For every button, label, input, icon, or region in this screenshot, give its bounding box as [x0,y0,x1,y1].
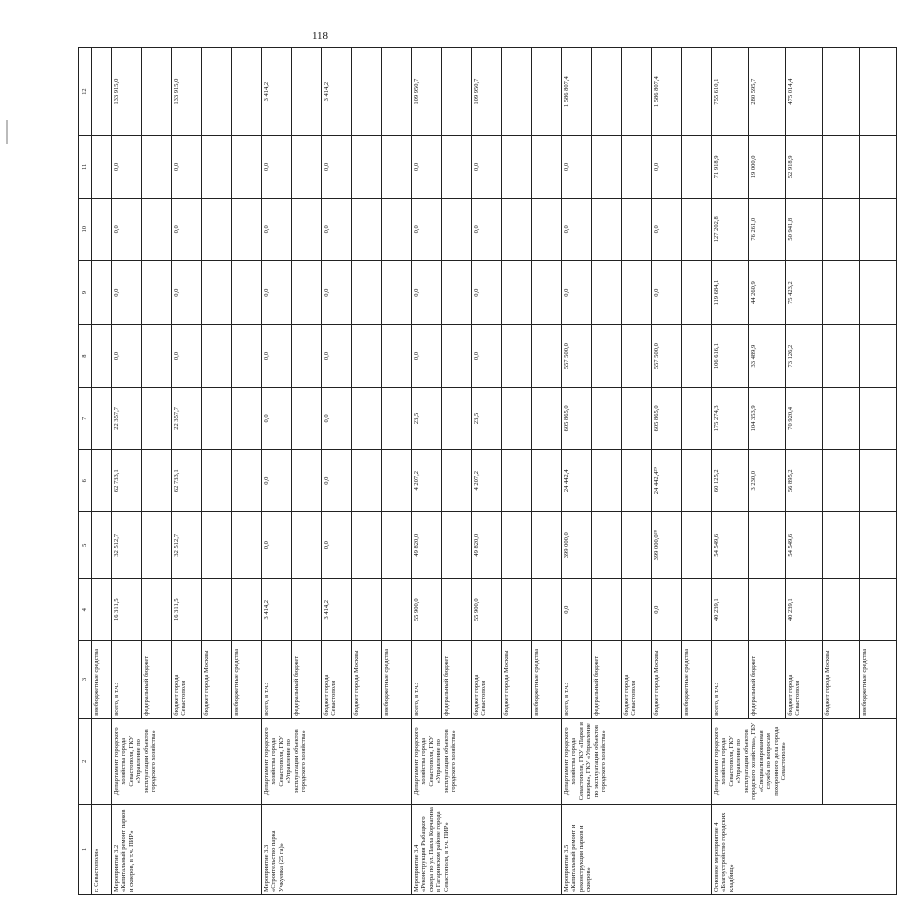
amount-cell [502,325,532,387]
column-number-9: 9 [79,260,92,324]
amount-cell: 50 941,8 [786,198,823,260]
amount-cell [502,512,532,579]
amount-cell [502,450,532,512]
amount-cell: 0,0 [652,136,682,198]
column-number-7: 7 [79,387,92,449]
amount-cell [382,450,412,512]
amount-cell [382,512,412,579]
amount-cell [532,136,562,198]
amount-cell: 0,0 [262,325,292,387]
amount-cell: 399 000,0²⁸ [652,512,682,579]
amount-cell: 0,0 [562,198,592,260]
amount-cell [622,512,652,579]
amount-cell [592,579,622,641]
amount-cell [232,136,262,198]
amount-cell [142,48,172,136]
amount-cell [292,325,322,387]
funding-source: внебюджетные средства [382,641,412,718]
amount-cell [352,260,382,324]
amount-cell [352,198,382,260]
amount-cell: 280 595,7 [749,48,786,136]
amount-cell: 0,0 [322,387,352,449]
amount-cell [352,450,382,512]
amount-cell: 0,0 [172,325,202,387]
amount-cell [292,198,322,260]
amount-cell: 0,0 [412,198,442,260]
amount-cell: 0,0 [652,260,682,324]
amount-cell: 32 512,7 [112,512,142,579]
amount-cell [292,387,322,449]
amount-cell [749,512,786,579]
funding-source: всего, в т.ч.: [412,641,442,718]
amount-cell [823,512,860,579]
amount-cell [202,325,232,387]
funding-source: бюджет города Москвы [502,641,532,718]
measure-executor: Департамент городского хозяйства города Севастополя, ГКУ «Управление по эксплуатации объектов городского хозяйства» [412,718,562,804]
amount-cell [592,512,622,579]
amount-cell [352,512,382,579]
amount-cell: 605 865,0 [562,387,592,449]
funding-source: бюджет города Москвы [352,641,382,718]
amount-cell [232,325,262,387]
amount-cell [622,387,652,449]
amount-cell [532,387,562,449]
amount-cell [860,387,897,449]
amount-cell: 62 733,1 [172,450,202,512]
table-row [712,48,749,895]
amount-cell: 0,0 [322,260,352,324]
amount-cell [532,325,562,387]
amount-cell [622,450,652,512]
amount-cell: 0,0 [172,136,202,198]
amount-cell: 109 950,7 [412,48,442,136]
amount-cell [142,450,172,512]
funding-source: федеральный бюджет [442,641,472,718]
amount-cell: 605 865,0 [652,387,682,449]
amount-cell [202,198,232,260]
amount-cell: 0,0 [112,198,142,260]
amount-cell: 16 311,5 [172,579,202,641]
amount-cell: 0,0 [172,198,202,260]
section-title: г. Севастополя» [92,804,112,894]
amount-cell [442,579,472,641]
amount-cell: 3 414,2 [262,48,292,136]
funding-source: федеральный бюджет [592,641,622,718]
amount-cell [823,260,860,324]
amount-cell [202,512,232,579]
amount-cell: 23,5 [412,387,442,449]
measure-name: Мероприятие 3.3 «Строительство парка Учкуевка (25 га)» [262,804,412,894]
amount-cell: 19 000,0 [749,136,786,198]
funding-source: бюджет города Севастополя [322,641,352,718]
amount-cell: 52 918,9 [786,136,823,198]
amount-cell: 133 915,0 [172,48,202,136]
amount-cell [442,450,472,512]
amount-cell [622,325,652,387]
column-number-12: 12 [79,48,92,136]
amount-cell [502,48,532,136]
amount-cell: 76 261,0 [749,198,786,260]
measure-executor: Департамент городского хозяйства города Севастополя, ГКУ «Управление по эксплуатации объектов городского хозяйства» [262,718,412,804]
amount-cell: 0,0 [262,260,292,324]
measure-executor: Департамент городского хозяйства города Севастополя, ГКУ «Парки и скверы», ГКУ «Управление по эксплуатации объектов городского хозяйства» [562,718,712,804]
column-number-1: 1 [79,804,92,894]
funding-source: федеральный бюджет [142,641,172,718]
amount-cell [860,450,897,512]
amount-cell: 0,0 [472,136,502,198]
measure-executor: Департамент городского хозяйства города Севастополя, ГКУ «Управление по эксплуатации объектов городского хозяйства» [112,718,262,804]
funding-source: всего, в т.ч.: [712,641,749,718]
amount-cell [442,198,472,260]
funding-source: бюджет города Москвы [823,641,860,718]
amount-cell: 133 915,0 [112,48,142,136]
amount-cell: 4 207,2 [412,450,442,512]
amount-cell: 475 014,4 [786,48,823,136]
amount-cell: 175 274,3 [712,387,749,449]
amount-cell [382,136,412,198]
amount-cell [592,260,622,324]
table-row [562,48,592,895]
amount-cell [682,387,712,449]
amount-cell: 54 549,6 [712,512,749,579]
measure-name: Мероприятие 3.2 «Капитальный ремонт парков и скверов, в т.ч. ПИР» [112,804,262,894]
amount-cell: 55 900,0 [472,579,502,641]
amount-cell [502,260,532,324]
amount-cell [502,198,532,260]
amount-cell: 0,0 [472,260,502,324]
amount-cell [382,387,412,449]
amount-cell [382,579,412,641]
page-number: 118 [311,30,329,42]
amount-cell [142,198,172,260]
amount-cell: 62 733,1 [112,450,142,512]
amount-cell: 4 207,2 [472,450,502,512]
amount-cell [292,260,322,324]
amount-cell [592,198,622,260]
amount-cell: 0,0 [322,450,352,512]
amount-cell: 54 549,6 [786,512,823,579]
amount-cell [823,48,860,136]
column-number-5: 5 [79,512,92,579]
amount-cell [232,260,262,324]
amount-cell: 0,0 [172,260,202,324]
amount-cell [622,198,652,260]
column-number-8: 8 [79,325,92,387]
amount-cell [382,260,412,324]
amount-cell [502,387,532,449]
amount-cell: 104 353,9 [749,387,786,449]
amount-cell: 0,0 [322,512,352,579]
amount-cell [352,387,382,449]
amount-cell: 0,0 [322,325,352,387]
funding-source: бюджет города Москвы [202,641,232,718]
amount-cell: 1 586 807,4 [562,48,592,136]
budget-table [78,47,897,895]
amount-cell [202,579,232,641]
amount-cell: 0,0 [652,579,682,641]
amount-cell [232,450,262,512]
funding-source: внебюджетные средства [232,641,262,718]
amount-cell [202,48,232,136]
amount-cell [682,48,712,136]
amount-cell: 0,0 [262,450,292,512]
amount-cell: 557 500,0 [652,325,682,387]
amount-cell [682,198,712,260]
column-number-row [79,48,92,895]
amount-cell [592,48,622,136]
amount-cell: 56 895,2 [786,450,823,512]
amount-cell: 49 820,0 [472,512,502,579]
amount-cell: 24 442,4²⁹ [652,450,682,512]
section-row [92,48,112,895]
amount-cell: 106 616,1 [712,325,749,387]
amount-cell [532,48,562,136]
amount-cell [232,512,262,579]
amount-cell [442,512,472,579]
section-source: внебюджетные средства [92,641,112,718]
amount-cell: 557 500,0 [562,325,592,387]
amount-cell: 0,0 [112,260,142,324]
amount-cell: 0,0 [412,136,442,198]
amount-cell [622,260,652,324]
measure-name: Мероприятие 3.5 «Капитальный ремонт и реконструкция парков и скверов» [562,804,712,894]
amount-cell [860,136,897,198]
amount-cell [352,136,382,198]
amount-cell [442,48,472,136]
amount-cell [622,579,652,641]
amount-cell: 44 260,9 [749,260,786,324]
measure-executor: Департамент городского хозяйства города Севастополя, ГКУ «Управление по эксплуатации объектов городского хозяйства», ГБУ «Специализированная служба по вопросам похоронного дела города Севастополя» [712,718,823,804]
amount-cell [682,450,712,512]
amount-cell [532,198,562,260]
amount-cell [382,48,412,136]
amount-cell [142,136,172,198]
amount-cell [202,387,232,449]
funding-source: бюджет города Москвы [652,641,682,718]
amount-cell [142,579,172,641]
amount-cell: 0,0 [652,198,682,260]
amount-cell [622,48,652,136]
amount-cell [382,198,412,260]
amount-cell: 109 950,7 [472,48,502,136]
amount-cell: 0,0 [412,260,442,324]
measure-name: Мероприятие 3.4 «Реконструкция Рыбацкого сквера по ул. Павла Корчагина в Гагаринском районе города Севастополя, в т.ч. ПИР» [412,804,562,894]
amount-cell: 0,0 [562,260,592,324]
amount-cell [202,260,232,324]
amount-cell [142,325,172,387]
amount-cell [442,387,472,449]
amount-cell: 60 125,2 [712,450,749,512]
amount-cell: 0,0 [562,579,592,641]
amount-cell: 33 489,9 [749,325,786,387]
column-number-4: 4 [79,579,92,641]
amount-cell: 75 423,2 [786,260,823,324]
amount-cell: 49 820,0 [412,512,442,579]
funding-source: бюджет города Севастополя [786,641,823,718]
amount-cell: 0,0 [472,198,502,260]
amount-cell: 0,0 [412,325,442,387]
amount-cell [823,325,860,387]
amount-cell: 55 900,0 [412,579,442,641]
table-row [823,48,860,895]
scan-mark [6,120,8,144]
amount-cell: 3 414,2 [322,48,352,136]
amount-cell [592,325,622,387]
amount-cell [860,198,897,260]
funding-source: внебюджетные средства [532,641,562,718]
amount-cell [202,136,232,198]
measure-executor-extra [823,718,897,804]
amount-cell [232,198,262,260]
amount-cell [860,579,897,641]
amount-cell: 24 442,4 [562,450,592,512]
amount-cell: 40 239,1 [786,579,823,641]
rotated-table-container [78,47,868,895]
funding-source: внебюджетные средства [860,641,897,718]
amount-cell [823,198,860,260]
amount-cell [352,48,382,136]
column-number-10: 10 [79,198,92,260]
amount-cell: 0,0 [262,198,292,260]
amount-cell: 22 357,7 [112,387,142,449]
column-number-11: 11 [79,136,92,198]
amount-cell: 755 610,1 [712,48,749,136]
funding-source: федеральный бюджет [292,641,322,718]
funding-source: внебюджетные средства [682,641,712,718]
funding-source: всего, в т.ч.: [562,641,592,718]
amount-cell [352,325,382,387]
amount-cell [532,579,562,641]
amount-cell: 0,0 [112,325,142,387]
table-row [262,48,292,895]
amount-cell [352,579,382,641]
amount-cell [749,579,786,641]
amount-cell: 71 918,9 [712,136,749,198]
amount-cell: 0,0 [262,136,292,198]
amount-cell: 3 230,0 [749,450,786,512]
amount-cell [860,48,897,136]
amount-cell [292,136,322,198]
amount-cell [232,579,262,641]
amount-cell: 70 920,4 [786,387,823,449]
amount-cell [292,579,322,641]
amount-cell [532,512,562,579]
table-row [112,48,142,895]
amount-cell [292,512,322,579]
amount-cell [823,387,860,449]
amount-cell: 3 414,2 [262,579,292,641]
amount-cell [442,136,472,198]
funding-source: федеральный бюджет [749,641,786,718]
amount-cell: 73 126,2 [786,325,823,387]
funding-source: всего, в т.ч.: [112,641,142,718]
amount-cell: 0,0 [262,387,292,449]
amount-cell [823,136,860,198]
amount-cell [592,450,622,512]
amount-cell [682,512,712,579]
amount-cell: 0,0 [562,136,592,198]
amount-cell [142,260,172,324]
amount-cell [142,387,172,449]
funding-source: бюджет города Севастополя [622,641,652,718]
amount-cell: 399 000,0 [562,512,592,579]
amount-cell: 40 239,1 [712,579,749,641]
amount-cell [442,325,472,387]
section-executor [92,718,112,804]
amount-cell [442,260,472,324]
amount-cell [532,260,562,324]
amount-cell [682,579,712,641]
amount-cell [682,260,712,324]
column-number-6: 6 [79,450,92,512]
amount-cell [860,512,897,579]
amount-cell [292,450,322,512]
amount-cell [622,136,652,198]
amount-cell [860,325,897,387]
amount-cell [502,136,532,198]
amount-cell: 0,0 [472,325,502,387]
amount-cell: 0,0 [322,136,352,198]
measure-name: Основное мероприятие 4 «Благоустройство городских кладбищ» [712,804,897,894]
table-body [79,48,897,895]
amount-cell: 0,0 [322,198,352,260]
table-row [412,48,442,895]
amount-cell: 23,5 [472,387,502,449]
amount-cell [860,260,897,324]
amount-cell: 0,0 [112,136,142,198]
column-number-2: 2 [79,718,92,804]
funding-source: всего, в т.ч.: [262,641,292,718]
amount-cell [232,387,262,449]
amount-cell [682,325,712,387]
amount-cell [592,136,622,198]
funding-source: бюджет города Севастополя [172,641,202,718]
amount-cell [682,136,712,198]
amount-cell [823,450,860,512]
amount-cell [532,450,562,512]
amount-cell [232,48,262,136]
funding-source: бюджет города Севастополя [472,641,502,718]
amount-cell: 0,0 [262,512,292,579]
amount-cell [292,48,322,136]
amount-cell: 1 586 807,4 [652,48,682,136]
amount-cell: 16 311,5 [112,579,142,641]
amount-cell: 3 414,2 [322,579,352,641]
amount-cell [823,579,860,641]
amount-cell [592,387,622,449]
amount-cell: 127 202,8 [712,198,749,260]
amount-cell [382,325,412,387]
amount-cell [202,450,232,512]
amount-cell [142,512,172,579]
amount-cell: 22 357,7 [172,387,202,449]
amount-cell: 32 512,7 [172,512,202,579]
column-number-3: 3 [79,641,92,718]
amount-cell [502,579,532,641]
amount-cell: 119 684,1 [712,260,749,324]
